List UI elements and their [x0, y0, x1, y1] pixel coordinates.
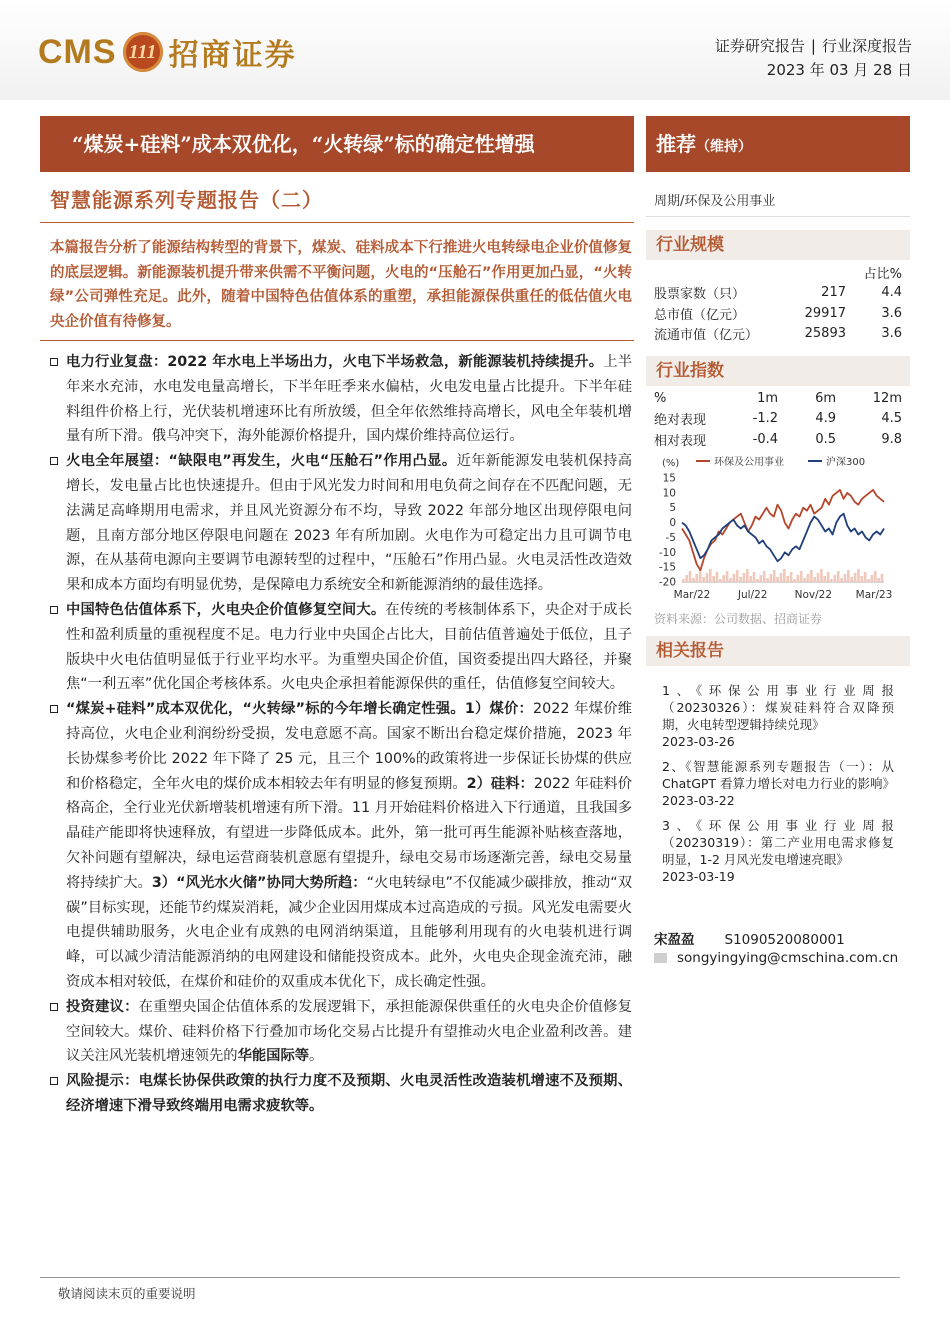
y-tick-label: 15: [662, 472, 676, 485]
x-tick-label: Mar/22: [673, 589, 711, 601]
volume-bar: [867, 579, 870, 582]
index-chart-svg: [652, 452, 910, 610]
volume-bar: [881, 574, 884, 582]
mail-icon: [654, 953, 667, 963]
summary: 本篇报告分析了能源结构转型的背景下，煤炭、硅料成本下行推进火电转绿电企业价值修复的底层逻辑。新能源装机提升带来供需不平衡问题，火电的“压舱石”作用更加凸显，“火转绿”公司弹性充足。此外，随着中国特色估值体系的重塑，承担能源保供重任的低估值火电央企价值有待修复。: [50, 240, 632, 330]
logo-en: CMS: [38, 32, 117, 71]
volume-bar: [692, 578, 695, 582]
volume-bar: [847, 570, 850, 582]
volume-bar: [722, 575, 725, 582]
y-tick-label: -15: [658, 561, 676, 574]
list-item: 3、《环保公用事业行业周报（20230319）：第二产业用电需求修复明显，1-2 月风光发电增速亮眼》 2023-03-19: [662, 818, 894, 884]
body-bullets: [48, 350, 632, 1119]
divider: [40, 222, 634, 223]
table-row: 相对表现 -0.4 0.5 9.8: [654, 431, 902, 449]
volume-bar: [706, 573, 709, 582]
related-reports: [662, 682, 894, 893]
volume-bar: [702, 577, 705, 582]
sector-label: 周期/环保及公用事业: [654, 194, 776, 209]
checkbox-bullet-icon: [50, 358, 58, 366]
rating-badge: 推荐（维持）: [646, 116, 910, 172]
chart-ylabel: (%): [662, 458, 680, 469]
volume-bar: [854, 573, 857, 582]
y-tick-label: -20: [658, 576, 676, 589]
industry-scale-heading: 行业规模: [646, 230, 910, 260]
logo: [38, 30, 297, 74]
y-tick-label: 5: [669, 502, 676, 515]
logo-badge-icon: 111: [123, 32, 163, 72]
y-tick-label: -5: [665, 531, 676, 544]
industry-index-table: [654, 388, 902, 450]
volume-bar: [756, 579, 759, 582]
volume-bar: [746, 569, 749, 582]
volume-bar: [813, 577, 816, 582]
volume-bar: [830, 579, 833, 582]
volume-bar: [800, 571, 803, 582]
divider: [40, 340, 634, 341]
volume-bar: [729, 578, 732, 582]
bullet-1: 电力行业复盘：2022 年水电上半场出力，火电下半场救急，新能源装机持续提升。上半年来水充沛，水电发电量高增长，下半年旺季来水偏枯，火电发电量占比提升。下半年硅料组件价格上行，光伏装机增速环比有所放缓，但全年依然维持高增长，风电全年装机增量有所下滑。俄乌冲突下，海外能源价格提升，国内煤价维持高位运行。: [48, 350, 632, 449]
footer-note: 敬请阅读末页的重要说明: [58, 1286, 196, 1301]
table-header: % 1m 6m 12m: [654, 390, 902, 406]
index-chart: [652, 452, 910, 610]
volume-bar: [864, 572, 867, 582]
volume-bar: [823, 576, 826, 582]
volume-bar: [733, 574, 736, 582]
volume-bar: [790, 572, 793, 582]
volume-bar: [874, 571, 877, 582]
volume-bar: [773, 570, 776, 582]
volume-bar: [689, 571, 692, 582]
volume-bar: [871, 575, 874, 582]
industry-scale-table: 占比% 股票家数（只） 217 4.4 总市值（亿元） 29917 3.6 流通市值（亿元） 25893 3.6: [654, 266, 902, 344]
volume-bar: [786, 576, 789, 582]
report-title: “煤炭+硅料”成本双优化，“火转绿”标的确定性增强: [40, 116, 634, 172]
report-type: 证券研究报告: [714, 37, 805, 55]
checkbox-bullet-icon: [50, 1077, 58, 1085]
footer-divider: [40, 1277, 900, 1278]
volume-bar: [766, 578, 769, 582]
volume-bar: [860, 576, 863, 582]
volume-bar: [749, 576, 752, 582]
legend-label: 环保及公用事业: [714, 457, 784, 468]
checkbox-bullet-icon: [50, 606, 58, 614]
volume-bar: [770, 574, 773, 582]
volume-bar: [736, 570, 739, 582]
volume-bar: [796, 575, 799, 582]
volume-bar: [840, 578, 843, 582]
x-tick-label: Jul/22: [737, 589, 768, 601]
volume-bar: [877, 578, 880, 582]
volume-bar: [834, 575, 837, 582]
checkbox-bullet-icon: [50, 457, 58, 465]
chart-source: 资料来源：公司数据、招商证券: [654, 612, 823, 626]
list-item: 1、《环保公用事业行业周报（20230326）：煤炭硅料符合双降预期，火电转型逻辑持续兑现》 2023-03-26: [662, 683, 894, 749]
volume-bar: [837, 571, 840, 582]
volume-bar: [685, 575, 688, 582]
y-tick-label: 0: [669, 517, 676, 530]
report-date: 2023 年 03 月 28 日: [766, 61, 912, 79]
volume-bar: [803, 578, 806, 582]
table-row: 总市值（亿元） 29917 3.6: [654, 305, 902, 323]
bullet-3: 中国特色估值体系下，火电央企价值修复空间大。在传统的考核制体系下，央企对于成长性和盈利质量的重视程度不足。电力行业中央国企占比大，目前估值普遍处于低位，且子版块中火电估值明显低于行业平均水平。为重塑央国企价值，国资委提出四大路径，并聚焦“一利五率”优化国企考核体系。火电央企承担着能源保供的重任，估值修复空间较大。: [48, 598, 632, 697]
volume-bar: [743, 573, 746, 582]
volume-bar: [712, 576, 715, 582]
volume-bar: [776, 577, 779, 582]
volume-bar: [699, 570, 702, 582]
checkbox-bullet-icon: [50, 1003, 58, 1011]
volume-bar: [807, 574, 810, 582]
logo-cn: 招商证券: [168, 38, 297, 73]
bullet-4: “煤炭+硅料”成本双优化，“火转绿”标的今年增长确定性强。1）煤价：2022 年煤价维持高位，火电企业利润纷纷受损，发电意愿不高。国家不断出台稳定煤价措施，2023 年长协煤参考价比 2022 年下降了 25 元，且三个 100%的政策将进一步保证长协煤的供应和价格稳定，全年火电的煤价成本相较去年有明显的修复预期。2）硅料：2022 年硅料价格高企，全行业光伏新增装机增速有所下滑。11 月开始硅料价格进入下行通道，且我国多晶硅产能即将快速释放，有望进一步降低成本。此外，第一批可再生能源补贴核查落地，欠补问题有望解决，绿电运营商装机意愿有望提升，绿电交易市场逐渐完善，绿电交易量将持续扩大。3）“风光水火储”协同大势所趋：“火电转绿电”不仅能减少碳排放，推动“双碳”目标实现，还能节约煤炭消耗，减少企业因用煤成本过高造成的亏损。风光发电需要火电提供辅助服务，火电企业有成熟的电网消纳渠道，且能够利用现有的火电装机进行调峰，可以减少清洁能源消纳的电网建设和储能投资成本。此外，火电央企现金流充沛，融资成本相对较低，在煤价和硅价的双重成本优化下，成长确定性强。: [48, 697, 632, 995]
volume-bar: [827, 572, 830, 582]
volume-bar: [780, 573, 783, 582]
checkbox-bullet-icon: [50, 705, 58, 713]
volume-bar: [820, 569, 823, 582]
author-email[interactable]: songyingying@cmschina.com.cn: [654, 950, 898, 966]
legend-label: 沪深300: [826, 457, 866, 468]
list-item: 2、《智慧能源系列专题报告（一）：从 ChatGPT 看算力增长对电力行业的影响》 2023-03-22: [662, 759, 896, 808]
volume-bar: [850, 577, 853, 582]
volume-bar: [726, 571, 729, 582]
author-name: 宋盈盈: [654, 932, 695, 948]
related-heading: 相关报告: [646, 636, 910, 666]
divider: [646, 216, 910, 217]
volume-bar: [695, 574, 698, 582]
table-row: 股票家数（只） 217 4.4: [654, 285, 902, 303]
x-tick-label: Mar/23: [855, 589, 893, 601]
bullet-2: 火电全年展望：“缺限电”再发生，火电“压舱石”作用凸显。近年新能源发电装机保持高增长，发电量占比也快速提升。但由于风光发力时间和用电负荷之间存在不匹配问题，无法满足高峰期用电需求，并且风光资源分布不均，导致 2022 年部分地区出现停限电问题，且南方部分地区停限电问题在 2023 年有所加剧。火电作为可稳定出力且可调节电源，在从基荷电源向主要调节电源转型的过程中，“压舱石”作用凸显。火电灵活性改造效果和成本方面均有明显优势，是保障电力系统安全和新能源消纳的最佳选择。: [48, 449, 632, 598]
volume-bar: [709, 569, 712, 582]
volume-bar: [716, 572, 719, 582]
author: [654, 928, 845, 948]
y-tick-label: -10: [658, 546, 676, 559]
table-row: 流通市值（亿元） 25893 3.6: [654, 326, 902, 344]
volume-bar: [783, 569, 786, 582]
volume-bar: [857, 569, 860, 582]
report-meta: 证券研究报告 | 行业深度报告 2023 年 03 月 28 日: [715, 34, 912, 82]
bullet-5: 投资建议：在重塑央国企估值体系的发展逻辑下，承担能源保供重任的火电央企价值修复空间较大。煤价、硅料价格下行叠加市场化交易占比提升有望推动火电企业盈利改善。建议关注风光装机增速领先的华能国际等。: [48, 995, 632, 1069]
volume-bar: [719, 579, 722, 582]
x-tick-label: Nov/22: [794, 589, 833, 601]
y-tick-label: 10: [662, 487, 676, 500]
volume-bar: [817, 573, 820, 582]
volume-bar: [844, 574, 847, 582]
series-line: [682, 514, 884, 562]
volume-bar: [763, 571, 766, 582]
bullet-6: 风险提示：电煤长协保供政策的执行力度不及预期、火电灵活性改造装机增速不及预期、经济增速下滑导致终端用电需求疲软等。: [48, 1069, 632, 1119]
table-row: 绝对表现 -1.2 4.9 4.5: [654, 411, 902, 429]
volume-bar: [810, 570, 813, 582]
author-id: S1090520080001: [724, 932, 845, 948]
volume-bar: [739, 577, 742, 582]
report-subtitle: 智慧能源系列专题报告（二）: [50, 188, 323, 212]
volume-bar: [759, 575, 762, 582]
industry-index-heading: 行业指数: [646, 356, 910, 386]
report-subtype: 行业深度报告: [821, 37, 912, 55]
volume-bar: [753, 572, 756, 582]
volume-bar: [682, 579, 685, 582]
volume-bar: [793, 579, 796, 582]
